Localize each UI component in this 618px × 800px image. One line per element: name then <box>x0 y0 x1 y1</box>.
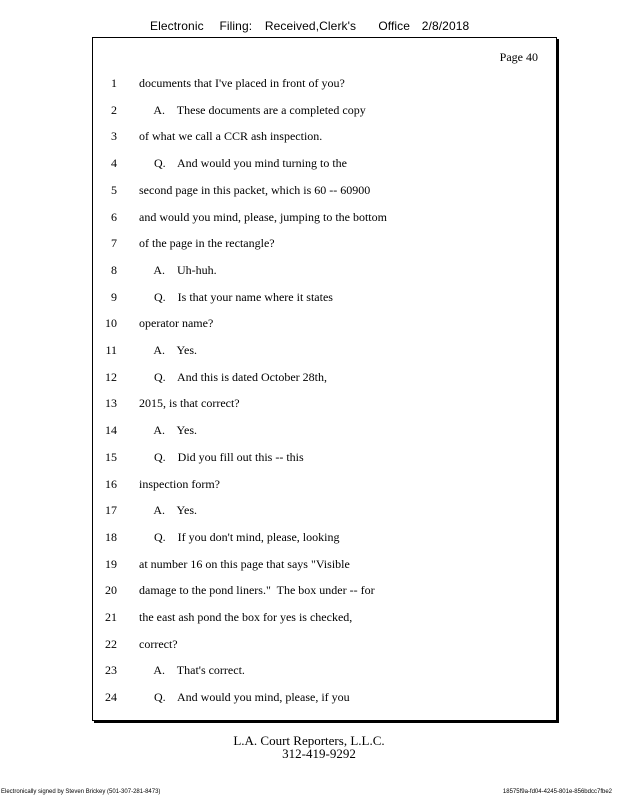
line-number: 18 <box>105 529 117 544</box>
line-text: A. Yes. <box>139 343 198 357</box>
line-number: 22 <box>105 636 117 651</box>
line-number: 7 <box>111 236 117 251</box>
line-number: 24 <box>105 690 117 705</box>
line-text: the east ash pond the box for yes is checked, <box>139 610 353 624</box>
line-text: A. Yes. <box>139 503 198 518</box>
line-text: A. These documents are a completed copy <box>139 102 366 117</box>
transcript-line <box>93 209 556 225</box>
line-number: 1 <box>111 76 117 90</box>
line-text: at number 16 on this page that says "Visible <box>139 556 350 571</box>
filing-header-word-office: Office <box>378 19 411 33</box>
transcript-line <box>93 342 556 358</box>
line-text: damage to the pond liners." The box under -- for <box>139 583 375 598</box>
line-text: 2015, is that correct? <box>139 396 240 411</box>
transcript-line <box>93 609 556 625</box>
transcript-line <box>93 315 556 331</box>
line-number: 9 <box>111 289 117 304</box>
line-number: 11 <box>105 343 117 357</box>
line-number: 5 <box>111 182 117 197</box>
line-text: A. Uh-huh. <box>139 262 217 277</box>
transcript-line <box>93 689 556 705</box>
filing-header-word-filing: Filing: <box>219 19 253 33</box>
transcript-line <box>93 449 556 465</box>
line-number: 21 <box>105 610 117 624</box>
transcript-line <box>93 395 556 411</box>
line-number: 19 <box>105 556 117 571</box>
transcript-line <box>93 235 556 251</box>
line-text: Q. And would you mind turning to the <box>139 156 347 171</box>
line-number: 4 <box>111 156 117 171</box>
filing-header-word-received: Received,Clerk's <box>264 19 357 33</box>
transcript-line <box>93 155 556 171</box>
transcript-line <box>93 262 556 278</box>
line-number: 10 <box>105 316 117 331</box>
transcript-page <box>92 37 557 721</box>
line-number: 14 <box>105 423 117 438</box>
transcript-line <box>93 476 556 492</box>
line-number: 8 <box>111 262 117 277</box>
transcript-line <box>93 289 556 305</box>
transcript-line <box>93 662 556 678</box>
transcript-line <box>93 422 556 438</box>
transcript-line <box>93 582 556 598</box>
line-text: second page in this packet, which is 60 -- 60900 <box>139 182 371 197</box>
transcript-line <box>93 75 556 91</box>
line-number: 23 <box>105 663 117 678</box>
transcript-line <box>93 556 556 572</box>
footer-company: L.A. Court Reporters, L.L.C. <box>233 733 385 748</box>
line-number: 20 <box>105 583 117 598</box>
line-number: 6 <box>111 209 117 224</box>
transcript-line <box>93 502 556 518</box>
line-number: 16 <box>105 476 117 491</box>
filing-header-word-electronic: Electronic <box>150 19 204 33</box>
line-text: and would you mind, please, jumping to the bottom <box>139 209 387 224</box>
line-text: operator name? <box>139 316 214 331</box>
line-number: 3 <box>111 129 117 144</box>
transcript-line <box>93 529 556 545</box>
line-text: Q. And this is dated October 28th, <box>139 369 327 384</box>
line-text: Q. Did you fill out this -- this <box>139 449 304 464</box>
filing-header <box>150 19 480 33</box>
line-text: inspection form? <box>139 476 220 491</box>
transcript-line <box>93 369 556 385</box>
transcript-line <box>93 128 556 144</box>
esignature-left: Electronically signed by Steven Brickey (501-307-281-8473) <box>1 789 161 795</box>
transcript-lines <box>93 38 556 720</box>
line-number: 15 <box>105 449 117 464</box>
line-text: correct? <box>139 636 178 651</box>
line-text: Q. Is that your name where it states <box>139 289 333 304</box>
line-text: of what we call a CCR ash inspection. <box>139 129 323 144</box>
footer-phone: 312-419-9292 <box>282 746 356 761</box>
filing-header-date: 2/8/2018 <box>421 19 470 33</box>
line-number: 13 <box>105 396 117 411</box>
line-text: Q. If you don't mind, please, looking <box>139 529 340 544</box>
transcript-line <box>93 182 556 198</box>
line-text: documents that I've placed in front of you? <box>139 76 345 90</box>
line-number: 2 <box>111 102 117 117</box>
line-text: A. Yes. <box>139 423 198 438</box>
transcript-line <box>93 102 556 118</box>
transcript-line <box>93 636 556 652</box>
line-text: Q. And would you mind, please, if you <box>139 690 350 705</box>
line-number: 12 <box>105 369 117 384</box>
line-text: A. That's correct. <box>139 663 245 678</box>
line-number: 17 <box>105 503 117 518</box>
line-text: of the page in the rectangle? <box>139 236 275 251</box>
esignature-right: 18575f9a-fd04-4245-801e-856bdcc7fbe2 <box>502 789 612 795</box>
page-number: Page 40 <box>499 50 538 64</box>
